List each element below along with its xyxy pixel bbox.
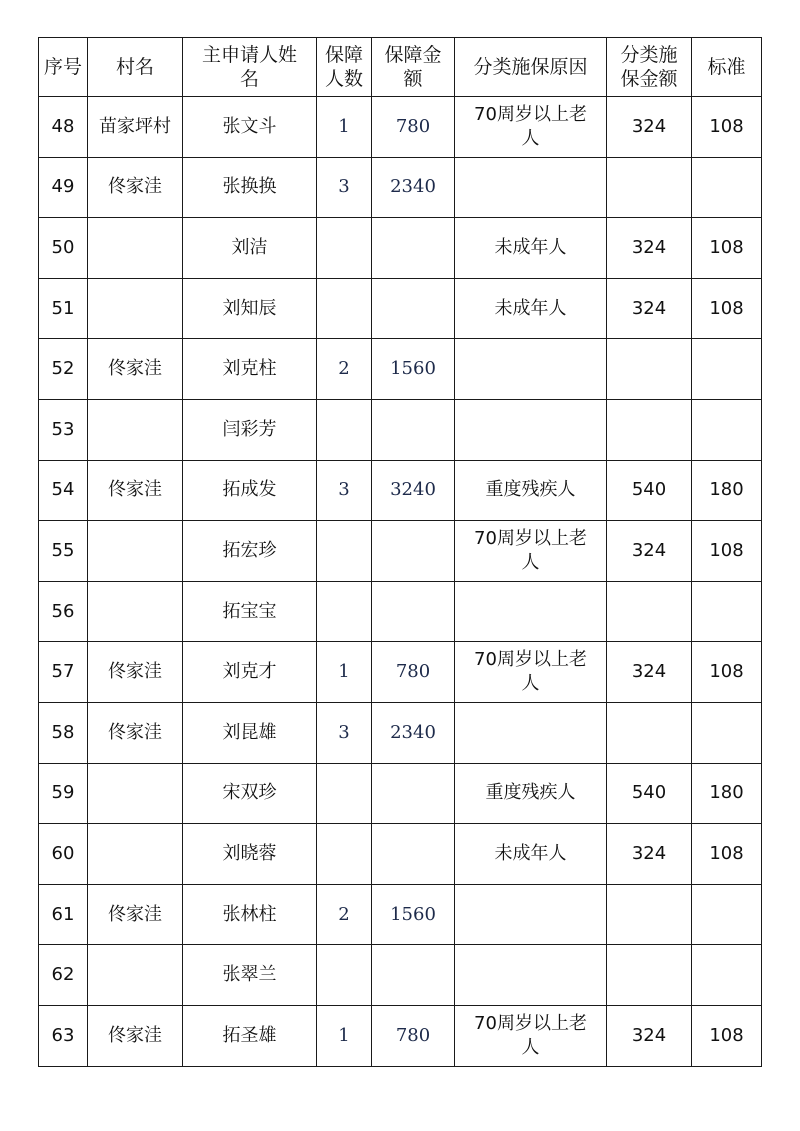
header-class-amount: 分类施保金额 <box>607 38 692 97</box>
persons-cell: 1 <box>317 642 372 703</box>
class-amount-cell: 324 <box>607 521 692 582</box>
table-row <box>39 824 762 885</box>
table-row <box>39 884 762 945</box>
reason-cell: 未成年人 <box>455 218 607 279</box>
reason-cell: 70周岁以上老人 <box>455 97 607 158</box>
class-amount-cell: 540 <box>607 763 692 824</box>
village-cell: 佟家洼 <box>88 884 183 945</box>
applicant-name-cell: 刘知辰 <box>183 278 317 339</box>
persons-cell <box>317 824 372 885</box>
applicant-name-cell: 拓圣雄 <box>183 1005 317 1066</box>
amount-cell: 1560 <box>372 884 455 945</box>
standard-cell: 108 <box>692 1005 762 1066</box>
persons-cell <box>317 399 372 460</box>
class-amount-cell: 540 <box>607 460 692 521</box>
class-amount-cell: 324 <box>607 1005 692 1066</box>
standard-cell <box>692 399 762 460</box>
village-cell: 苗家坪村 <box>88 97 183 158</box>
reason-cell <box>455 884 607 945</box>
reason-cell: 未成年人 <box>455 278 607 339</box>
amount-cell <box>372 521 455 582</box>
seq-cell: 60 <box>39 824 88 885</box>
persons-cell: 2 <box>317 339 372 400</box>
amount-cell <box>372 945 455 1006</box>
seq-cell: 48 <box>39 97 88 158</box>
seq-cell: 50 <box>39 218 88 279</box>
class-amount-cell <box>607 399 692 460</box>
class-amount-cell <box>607 702 692 763</box>
village-cell <box>88 763 183 824</box>
applicant-name-cell: 张林柱 <box>183 884 317 945</box>
village-cell <box>88 521 183 582</box>
header-reason: 分类施保原因 <box>455 38 607 97</box>
reason-cell <box>455 702 607 763</box>
standard-cell <box>692 702 762 763</box>
amount-cell: 1560 <box>372 339 455 400</box>
reason-cell <box>455 581 607 642</box>
reason-cell: 70周岁以上老人 <box>455 642 607 703</box>
class-amount-cell <box>607 884 692 945</box>
applicant-name-cell: 刘晓蓉 <box>183 824 317 885</box>
seq-cell: 54 <box>39 460 88 521</box>
persons-cell <box>317 218 372 279</box>
persons-cell <box>317 581 372 642</box>
applicant-name-cell: 拓宏珍 <box>183 521 317 582</box>
persons-cell <box>317 763 372 824</box>
seq-cell: 55 <box>39 521 88 582</box>
table-row <box>39 763 762 824</box>
class-amount-cell: 324 <box>607 218 692 279</box>
amount-cell: 780 <box>372 97 455 158</box>
standard-cell: 180 <box>692 460 762 521</box>
reason-cell: 重度残疾人 <box>455 460 607 521</box>
applicant-name-cell: 刘昆雄 <box>183 702 317 763</box>
village-cell: 佟家洼 <box>88 157 183 218</box>
village-cell <box>88 278 183 339</box>
applicant-name-cell: 刘克才 <box>183 642 317 703</box>
table-row <box>39 97 762 158</box>
persons-cell <box>317 521 372 582</box>
reason-cell <box>455 339 607 400</box>
amount-cell <box>372 218 455 279</box>
persons-cell: 3 <box>317 702 372 763</box>
reason-cell <box>455 157 607 218</box>
village-cell <box>88 824 183 885</box>
seq-cell: 57 <box>39 642 88 703</box>
reason-cell: 70周岁以上老人 <box>455 521 607 582</box>
seq-cell: 51 <box>39 278 88 339</box>
seq-cell: 49 <box>39 157 88 218</box>
seq-cell: 62 <box>39 945 88 1006</box>
seq-cell: 58 <box>39 702 88 763</box>
village-cell <box>88 581 183 642</box>
village-cell: 佟家洼 <box>88 460 183 521</box>
seq-cell: 53 <box>39 399 88 460</box>
applicant-name-cell: 张翠兰 <box>183 945 317 1006</box>
reason-cell <box>455 399 607 460</box>
class-amount-cell <box>607 157 692 218</box>
reason-cell: 70周岁以上老人 <box>455 1005 607 1066</box>
class-amount-cell <box>607 339 692 400</box>
applicant-name-cell: 刘洁 <box>183 218 317 279</box>
seq-cell: 56 <box>39 581 88 642</box>
village-cell: 佟家洼 <box>88 1005 183 1066</box>
persons-cell: 3 <box>317 460 372 521</box>
seq-cell: 59 <box>39 763 88 824</box>
applicant-name-cell: 拓成发 <box>183 460 317 521</box>
reason-cell <box>455 945 607 1006</box>
applicant-name-cell: 拓宝宝 <box>183 581 317 642</box>
class-amount-cell: 324 <box>607 278 692 339</box>
amount-cell: 780 <box>372 1005 455 1066</box>
table-row <box>39 642 762 703</box>
table-row <box>39 945 762 1006</box>
persons-cell: 3 <box>317 157 372 218</box>
table-row <box>39 460 762 521</box>
village-cell: 佟家洼 <box>88 702 183 763</box>
header-applicant: 主申请人姓名 <box>183 38 317 97</box>
standard-cell: 108 <box>692 97 762 158</box>
village-cell <box>88 218 183 279</box>
table-body <box>39 97 762 1067</box>
persons-cell <box>317 278 372 339</box>
persons-cell: 1 <box>317 97 372 158</box>
table-row <box>39 278 762 339</box>
class-amount-cell: 324 <box>607 97 692 158</box>
persons-cell <box>317 945 372 1006</box>
table-row <box>39 1005 762 1066</box>
standard-cell <box>692 884 762 945</box>
amount-cell: 2340 <box>372 157 455 218</box>
persons-cell: 2 <box>317 884 372 945</box>
applicant-name-cell: 宋双珍 <box>183 763 317 824</box>
standard-cell: 108 <box>692 824 762 885</box>
standard-cell <box>692 581 762 642</box>
amount-cell: 3240 <box>372 460 455 521</box>
seq-cell: 63 <box>39 1005 88 1066</box>
amount-cell: 780 <box>372 642 455 703</box>
standard-cell <box>692 339 762 400</box>
applicant-name-cell: 张换换 <box>183 157 317 218</box>
standard-cell <box>692 945 762 1006</box>
table-row <box>39 218 762 279</box>
applicant-name-cell: 张文斗 <box>183 97 317 158</box>
amount-cell <box>372 763 455 824</box>
standard-cell: 180 <box>692 763 762 824</box>
header-amount: 保障金额 <box>372 38 455 97</box>
amount-cell <box>372 278 455 339</box>
village-cell <box>88 945 183 1006</box>
amount-cell <box>372 824 455 885</box>
standard-cell: 108 <box>692 278 762 339</box>
table-row <box>39 581 762 642</box>
table-row <box>39 521 762 582</box>
class-amount-cell: 324 <box>607 824 692 885</box>
reason-cell: 未成年人 <box>455 824 607 885</box>
amount-cell <box>372 581 455 642</box>
standard-cell: 108 <box>692 521 762 582</box>
table-row <box>39 702 762 763</box>
amount-cell <box>372 399 455 460</box>
village-cell: 佟家洼 <box>88 642 183 703</box>
table-row <box>39 157 762 218</box>
applicant-name-cell: 闫彩芳 <box>183 399 317 460</box>
table-row <box>39 399 762 460</box>
header-row <box>39 38 762 97</box>
amount-cell: 2340 <box>372 702 455 763</box>
class-amount-cell <box>607 945 692 1006</box>
header-standard: 标准 <box>692 38 762 97</box>
standard-cell: 108 <box>692 218 762 279</box>
table-row <box>39 339 762 400</box>
seq-cell: 61 <box>39 884 88 945</box>
applicant-name-cell: 刘克柱 <box>183 339 317 400</box>
standard-cell: 108 <box>692 642 762 703</box>
standard-cell <box>692 157 762 218</box>
seq-cell: 52 <box>39 339 88 400</box>
reason-cell: 重度残疾人 <box>455 763 607 824</box>
class-amount-cell: 324 <box>607 642 692 703</box>
persons-cell: 1 <box>317 1005 372 1066</box>
header-seq: 序号 <box>39 38 88 97</box>
assistance-roster-table <box>38 37 762 1067</box>
header-persons: 保障人数 <box>317 38 372 97</box>
village-cell <box>88 399 183 460</box>
header-village: 村名 <box>88 38 183 97</box>
village-cell: 佟家洼 <box>88 339 183 400</box>
class-amount-cell <box>607 581 692 642</box>
